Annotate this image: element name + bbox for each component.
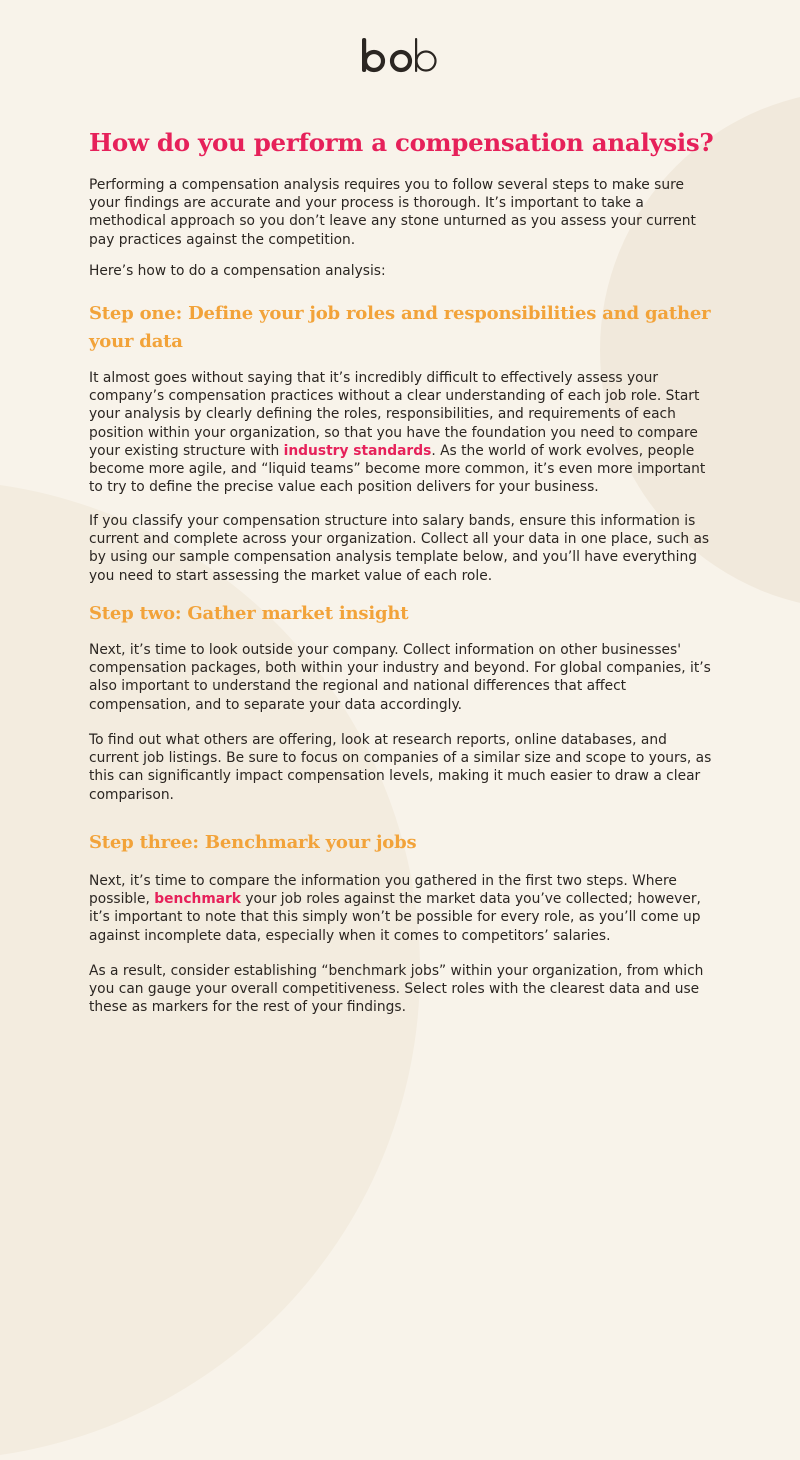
step-three-body xyxy=(89,872,714,945)
step-two-section xyxy=(89,600,714,628)
step-three-heading: Step three: Benchmark your jobs xyxy=(89,832,417,853)
intro-paragraph: Performing a compensation analysis requires you to follow several steps to make sure your findings are accurate and your process is thorough. It’s important to take a methodical approach so you don’t leave any stone unturned as you assess your current pay practices against the competition. xyxy=(89,177,696,248)
step-three-section xyxy=(89,829,714,857)
intro-lead xyxy=(89,262,714,280)
step-three-paragraph-2: As a result, consider establishing “benchmark jobs” within your organization, from which you can gauge your overall competitiveness. Select roles with the clearest data and use these as markers for the rest of your findings. xyxy=(89,963,704,1016)
intro-lead-paragraph: Here’s how to do a compensation analysis: xyxy=(89,263,386,279)
bob-logo xyxy=(361,36,441,78)
step-one-body xyxy=(89,369,714,496)
intro-section xyxy=(89,176,714,249)
step-three-text-a: Next, it’s time to compare the information you gathered in the first two steps. Where possible, xyxy=(89,873,677,908)
step-two-paragraph-2: To find out what others are offering, look at research reports, online databases, and current job listings. Be sure to focus on companies of a similar size and scope to yours, as this can significantly impact compensation levels, making it much easier to draw a clear comparison. xyxy=(89,732,712,803)
step-one-text-a: It almost goes without saying that it’s incredibly difficult to effectively assess your company’s compensation practices without a clear understanding of each job role. Start your analysis by clearly defining the roles, responsibilities, and requirements of each position within your organization, so that you have the foundation you need to compare your existing structure with xyxy=(89,370,700,459)
step-one-paragraph-2: If you classify your compensation structure into salary bands, ensure this information is current and complete across your organization. Collect all your data in one place, such as by using our sample compensation analysis template below, and you’ll have everything you need to start assessing the market value of each role. xyxy=(89,513,710,584)
step-three-body-2 xyxy=(89,962,714,1017)
step-one-paragraph-1 xyxy=(89,369,714,496)
step-three-text-b: your job roles against the market data you’ve collected; however, it’s important to note that this simply won’t be possible for every role, as you’ll come up against incomplete data, especially when it comes to competitors’ salaries. xyxy=(89,891,701,944)
step-two-body-2 xyxy=(89,731,714,804)
step-two-paragraph-1: Next, it’s time to look outside your company. Collect information on other businesses' compensation packages, both within your industry and beyond. For global companies, it’s also important to understand the regional and national differences that affect compensation, and to separate your data accordingly. xyxy=(89,642,711,713)
step-two-heading: Step two: Gather market insight xyxy=(89,603,409,624)
step-three-paragraph-1 xyxy=(89,872,714,945)
step-two-body xyxy=(89,641,714,714)
step-one-text-b: . As the world of work evolves, people become more agile, and “liquid teams” become more common, it’s even more important to try to define the precise value each position delivers for your business. xyxy=(89,442,706,496)
step-one-body-2 xyxy=(89,512,714,585)
step-one-heading: Step one: Define your job roles and responsibilities and gather your data xyxy=(89,303,711,352)
step-one-section xyxy=(89,300,719,356)
benchmark-link[interactable]: benchmark xyxy=(154,891,241,908)
industry-standards-link[interactable]: industry standards xyxy=(283,442,432,459)
page-title: How do you perform a compensation analysis? xyxy=(89,128,714,157)
